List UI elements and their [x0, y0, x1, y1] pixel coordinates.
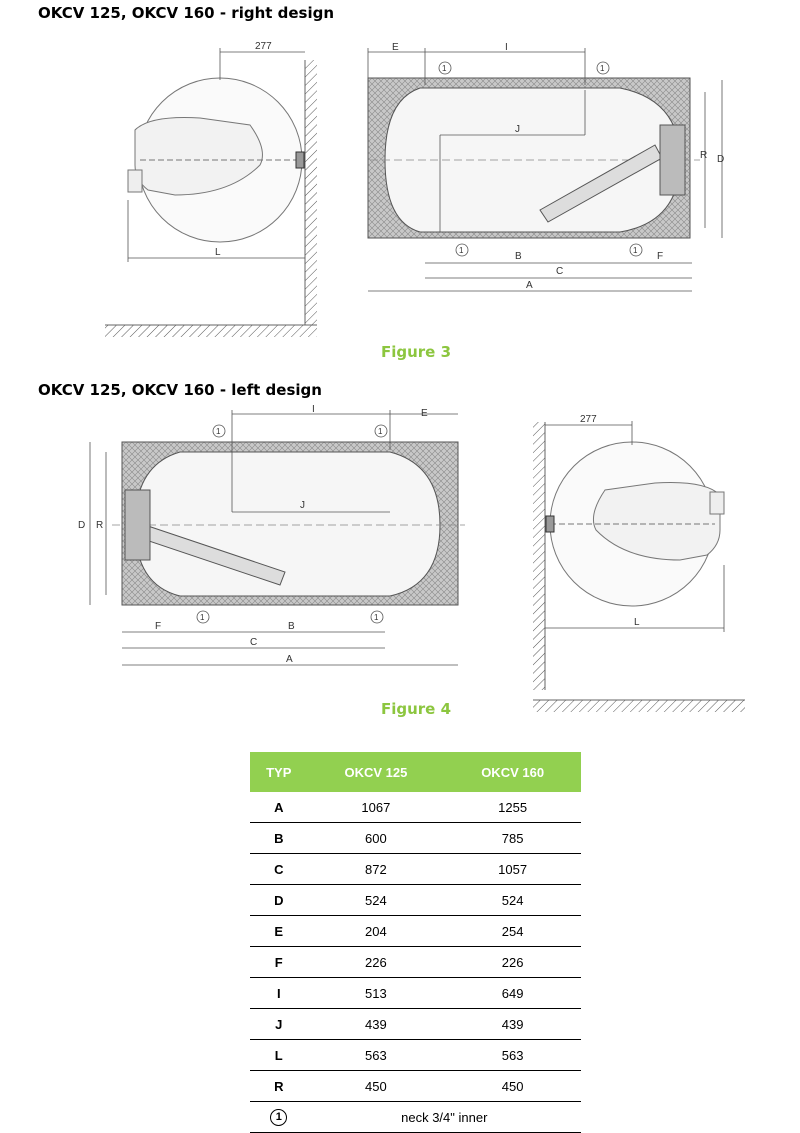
- value-okcv-125: 513: [308, 978, 445, 1009]
- value-okcv-160: 439: [444, 1009, 581, 1040]
- note-symbol-cell: [250, 1102, 308, 1133]
- table-row: [250, 823, 581, 854]
- row-key: E: [250, 916, 308, 947]
- value-okcv-160: 785: [444, 823, 581, 854]
- dim-B-label: B: [515, 251, 522, 262]
- row-key: I: [250, 978, 308, 1009]
- figure-3-drawing: [0, 0, 800, 345]
- row-key: D: [250, 885, 308, 916]
- value-okcv-125: 563: [308, 1040, 445, 1071]
- row-key: A: [250, 792, 308, 823]
- value-okcv-125: 226: [308, 947, 445, 978]
- table-row: [250, 885, 581, 916]
- neck-marker-label: 1: [216, 427, 221, 436]
- header-okcv-125: OKCV 125: [308, 752, 445, 792]
- dim-A-label-left: A: [286, 654, 293, 665]
- row-key: R: [250, 1071, 308, 1102]
- row-key: F: [250, 947, 308, 978]
- value-okcv-160: 254: [444, 916, 581, 947]
- value-okcv-125: 204: [308, 916, 445, 947]
- dim-I-label-left: I: [312, 404, 315, 415]
- dimensions-table: [250, 752, 581, 1133]
- table-row: [250, 947, 581, 978]
- value-okcv-160: 563: [444, 1040, 581, 1071]
- table-note-row: [250, 1102, 581, 1133]
- table-row: [250, 1009, 581, 1040]
- front-view-tank-left: [112, 442, 465, 605]
- value-okcv-125: 1067: [308, 792, 445, 823]
- table-row: [250, 1040, 581, 1071]
- dim-I-label: I: [505, 42, 508, 53]
- dim-E-label-left: E: [421, 408, 428, 419]
- figure-4-drawing: [0, 400, 800, 720]
- row-key: L: [250, 1040, 308, 1071]
- dim-R-label: R: [700, 150, 708, 161]
- neck-symbol-icon: 1: [270, 1109, 287, 1126]
- dim-B-label-left: B: [288, 621, 295, 632]
- neck-marker-label: 1: [600, 64, 605, 73]
- front-view-tank: [368, 78, 700, 238]
- note-text: neck 3/4" inner: [308, 1102, 581, 1133]
- dim-J-label: J: [515, 124, 520, 135]
- value-okcv-160: 524: [444, 885, 581, 916]
- dim-277-label-left: 277: [580, 414, 597, 425]
- heading-right-design: OKCV 125, OKCV 160 - right design: [38, 4, 335, 22]
- figure-4-caption: Figure 4: [380, 700, 452, 718]
- dim-A-label: A: [526, 280, 533, 291]
- table-row: [250, 978, 581, 1009]
- value-okcv-125: 600: [308, 823, 445, 854]
- value-okcv-160: 450: [444, 1071, 581, 1102]
- value-okcv-160: 649: [444, 978, 581, 1009]
- neck-marker-label: 1: [374, 613, 379, 622]
- dim-L-label: L: [215, 247, 221, 258]
- table-row: [250, 854, 581, 885]
- dim-D-label-left: D: [78, 520, 86, 531]
- table-row: [250, 792, 581, 823]
- table-row: [250, 1071, 581, 1102]
- neck-marker-label: 1: [633, 246, 638, 255]
- dim-F-label: F: [657, 251, 664, 262]
- neck-marker-label: 1: [378, 427, 383, 436]
- dim-R-label-left: R: [96, 520, 104, 531]
- value-okcv-125: 872: [308, 854, 445, 885]
- heading-left-design: OKCV 125, OKCV 160 - left design: [38, 381, 322, 399]
- side-view-heater-left: [546, 442, 724, 606]
- dim-L-label-left: L: [634, 617, 640, 628]
- side-view-heater: [128, 78, 304, 242]
- value-okcv-125: 450: [308, 1071, 445, 1102]
- dim-C-label: C: [556, 266, 564, 277]
- value-okcv-125: 439: [308, 1009, 445, 1040]
- row-key: B: [250, 823, 308, 854]
- neck-marker-label: 1: [459, 246, 464, 255]
- dim-C-label-left: C: [250, 637, 258, 648]
- value-okcv-125: 524: [308, 885, 445, 916]
- row-key: J: [250, 1009, 308, 1040]
- header-typ: TYP: [250, 752, 308, 792]
- neck-marker-label: 1: [442, 64, 447, 73]
- dim-277-label: 277: [255, 41, 272, 52]
- dim-F-label-left: F: [155, 621, 162, 632]
- figure-3-caption: Figure 3: [380, 343, 452, 361]
- table-row: [250, 916, 581, 947]
- value-okcv-160: 226: [444, 947, 581, 978]
- dim-D-label: D: [717, 154, 725, 165]
- dim-J-label-left: J: [300, 500, 305, 511]
- header-okcv-160: OKCV 160: [444, 752, 581, 792]
- neck-marker-label: 1: [200, 613, 205, 622]
- value-okcv-160: 1255: [444, 792, 581, 823]
- table-header-row: [250, 752, 581, 792]
- row-key: C: [250, 854, 308, 885]
- dim-E-label: E: [392, 42, 399, 53]
- value-okcv-160: 1057: [444, 854, 581, 885]
